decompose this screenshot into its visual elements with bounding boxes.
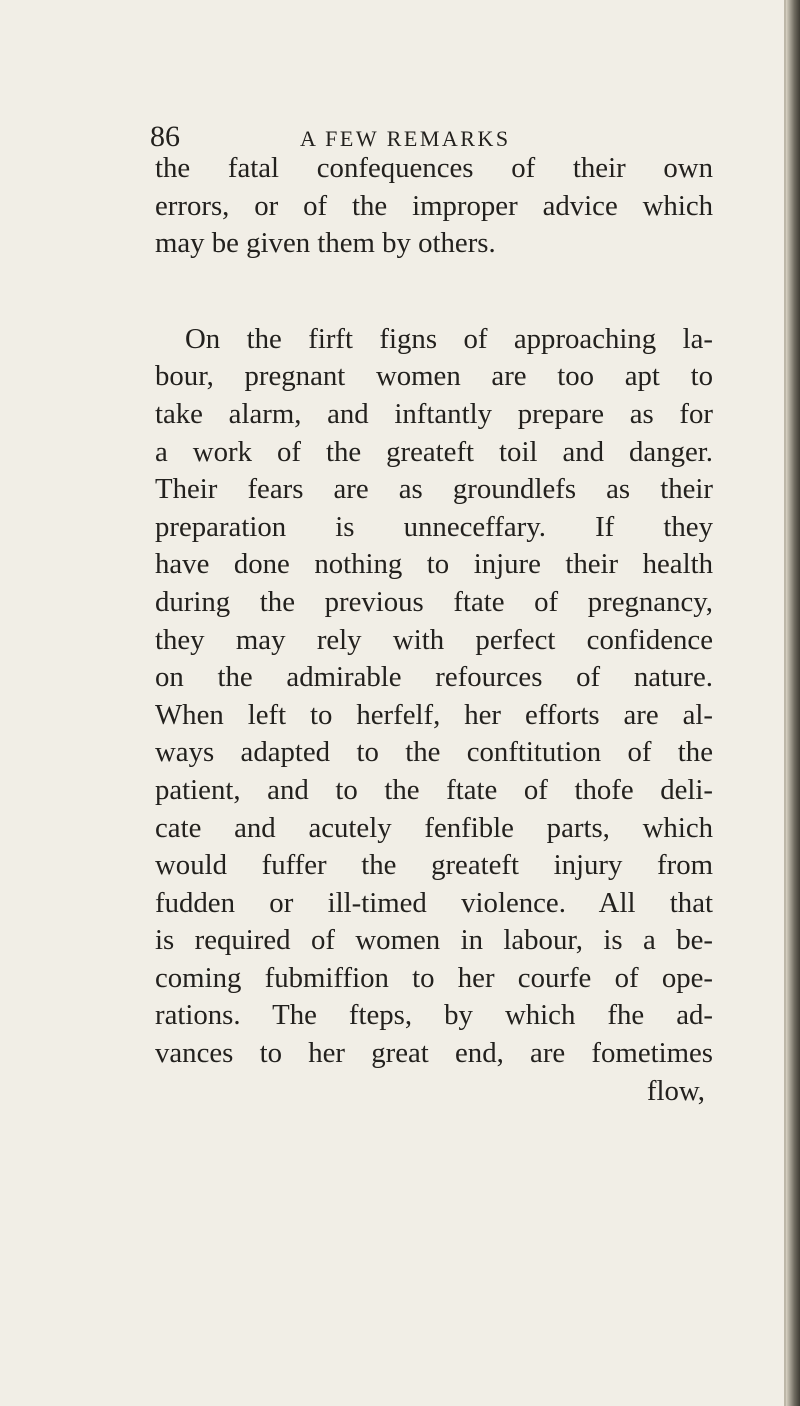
page-number: 86: [150, 120, 180, 153]
catchword: flow,: [646, 1074, 705, 1107]
text-line: vances to her great end, are fometimes: [155, 1037, 713, 1070]
text-line: preparation is unneceffary. If they: [155, 510, 713, 543]
text-line: On the firft figns of approaching la-: [185, 322, 713, 355]
text-line: errors, or of the improper advice which: [155, 189, 713, 222]
text-line: bour, pregnant women are too apt to: [155, 360, 713, 393]
paragraph-2: [155, 321, 713, 1073]
text-line: have done nothing to injure their health: [155, 548, 713, 581]
text-line: may be given them by others.: [155, 227, 496, 260]
paragraph-gap: [155, 263, 713, 321]
text-line: Their fears are as groundlefs as their: [155, 473, 713, 506]
text-line: the fatal confequences of their own: [155, 152, 713, 184]
paragraph-1: [155, 150, 713, 263]
text-line: would fuffer the greateft injury from: [155, 849, 713, 882]
text-line: ways adapted to the conftitution of the: [155, 736, 713, 769]
text-line: patient, and to the ftate of thofe deli-: [155, 773, 713, 806]
text-line: a work of the greateft toil and danger.: [155, 435, 713, 468]
text-line: they may rely with perfect confidence: [155, 623, 713, 656]
text-line: take alarm, and inftantly prepare as for: [155, 397, 713, 430]
text-line: coming fubmiffion to her courfe of ope-: [155, 961, 713, 994]
text-line: fudden or ill-timed violence. All that: [155, 886, 713, 919]
text-line: cate and acutely fenfible parts, which: [155, 811, 713, 844]
text-line: rations. The fteps, by which fhe ad-: [155, 999, 713, 1032]
text-line: When left to herfelf, her efforts are al-: [155, 698, 713, 731]
page-body: [155, 150, 713, 1110]
text-line: on the admirable refources of nature.: [155, 661, 713, 694]
text-line: during the previous ftate of pregnancy,: [155, 585, 713, 618]
book-spine-shadow: [786, 0, 800, 1406]
text-line: is required of women in labour, is a be-: [155, 924, 713, 957]
running-title: A FEW REMARKS: [300, 126, 511, 151]
